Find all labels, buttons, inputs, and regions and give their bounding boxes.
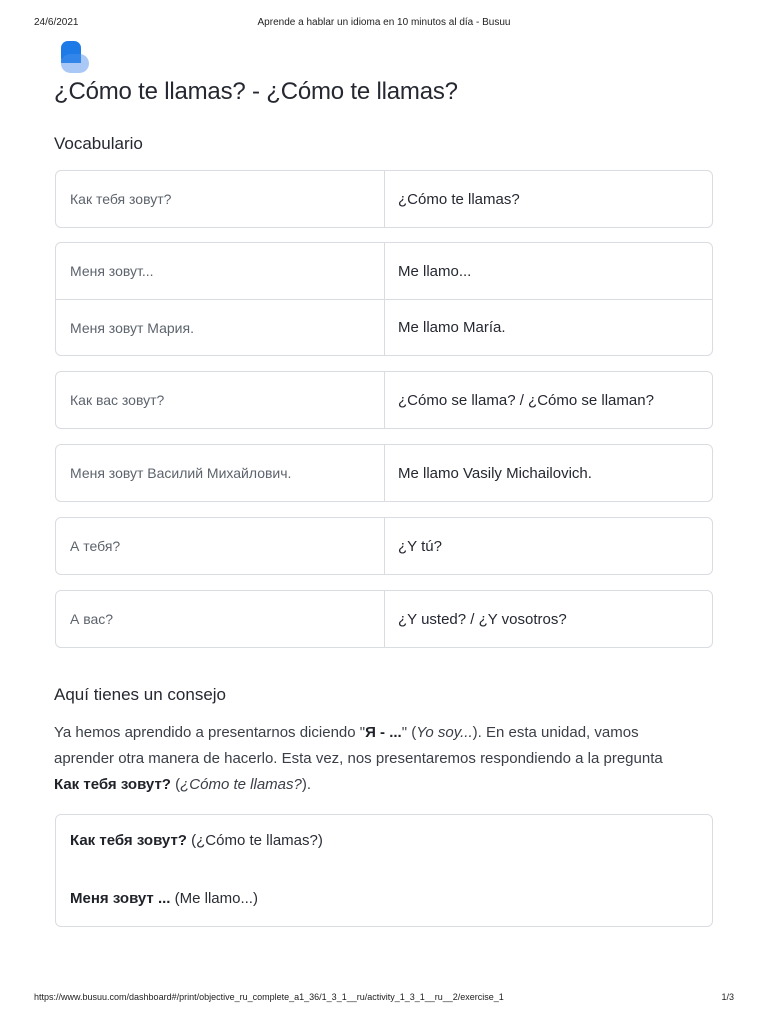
vocabulary-row (56, 518, 712, 574)
tip-text-2: " ( (401, 724, 417, 741)
busuu-logo-icon (60, 40, 90, 74)
tip-bold-phrase: Я - ... (365, 724, 402, 741)
tip-italic-question: ¿Cómo te llamas? (180, 776, 302, 793)
example-question (70, 832, 323, 849)
vocabulary-row (56, 171, 712, 227)
vocabulary-group (55, 444, 713, 502)
spanish-translation: Me llamo Vasily Michailovich. (398, 464, 592, 482)
tip-bold-question: Как тебя зовут? (54, 776, 171, 793)
russian-phrase: Как вас зовут? (56, 372, 385, 428)
russian-phrase: А вас? (56, 591, 385, 647)
vocabulary-row (56, 591, 712, 647)
example-question-ru: Как тебя зовут? (70, 832, 187, 849)
vocabulary-row (56, 243, 712, 299)
tip-paragraph (54, 720, 674, 798)
tip-text-3: ). En esta unidad, vamos aprender otra manera de hacerlo. Esta vez, nos presentaremos respondiendo a la pregunta (54, 724, 663, 767)
example-answer-ru: Меня зовут ... (70, 890, 171, 907)
russian-phrase: Меня зовут... (56, 243, 385, 299)
tip-text-1: Ya hemos aprendido a presentarnos diciendo " (54, 724, 366, 741)
tip-text-4: ( (170, 776, 181, 793)
russian-phrase: Как тебя зовут? (56, 171, 385, 227)
vocabulary-row (56, 445, 712, 501)
tip-italic-phrase: Yo soy... (416, 724, 473, 741)
print-url: https://www.busuu.com/dashboard#/print/objective_ru_complete_a1_36/1_3_1__ru/activity_1_3_1__ru__2/exercise_1 (34, 992, 504, 1002)
vocabulary-row (56, 372, 712, 428)
page-title: ¿Cómo te llamas? - ¿Cómo te llamas? (54, 78, 458, 105)
russian-phrase: Меня зовут Василий Михайлович. (56, 445, 385, 501)
spanish-translation: Me llamo María. (398, 319, 506, 336)
print-page-title: Aprende a hablar un idioma en 10 minutos al día - Busuu (257, 17, 511, 28)
vocabulary-row (56, 299, 712, 355)
vocabulary-group (55, 517, 713, 575)
example-answer-es: (Me llamo...) (170, 890, 258, 907)
print-header (0, 17, 768, 31)
example-question-es: (¿Cómo te llamas?) (186, 832, 323, 849)
spanish-translation: Me llamo... (398, 262, 472, 280)
vocabulary-group (55, 242, 713, 356)
example-answer (70, 890, 258, 907)
spanish-translation: ¿Y usted? / ¿Y vosotros? (398, 610, 567, 628)
tip-text-5: ). (301, 776, 312, 793)
vocabulary-group (55, 371, 713, 429)
vocabulary-heading: Vocabulario (54, 134, 143, 153)
example-box (55, 814, 713, 927)
print-date: 24/6/2021 (34, 17, 79, 28)
spanish-translation: ¿Cómo te llamas? (398, 190, 520, 208)
tip-heading: Aquí tienes un consejo (54, 685, 227, 704)
page-number: 1/3 (721, 992, 734, 1002)
vocabulary-group (55, 590, 713, 648)
spanish-translation: ¿Y tú? (398, 537, 442, 555)
russian-phrase: А тебя? (56, 518, 385, 574)
spanish-translation: ¿Cómo se llama? / ¿Cómo se llaman? (398, 391, 654, 409)
vocabulary-group (55, 170, 713, 228)
russian-phrase: Меня зовут Мария. (56, 300, 385, 355)
print-footer (0, 992, 768, 1006)
